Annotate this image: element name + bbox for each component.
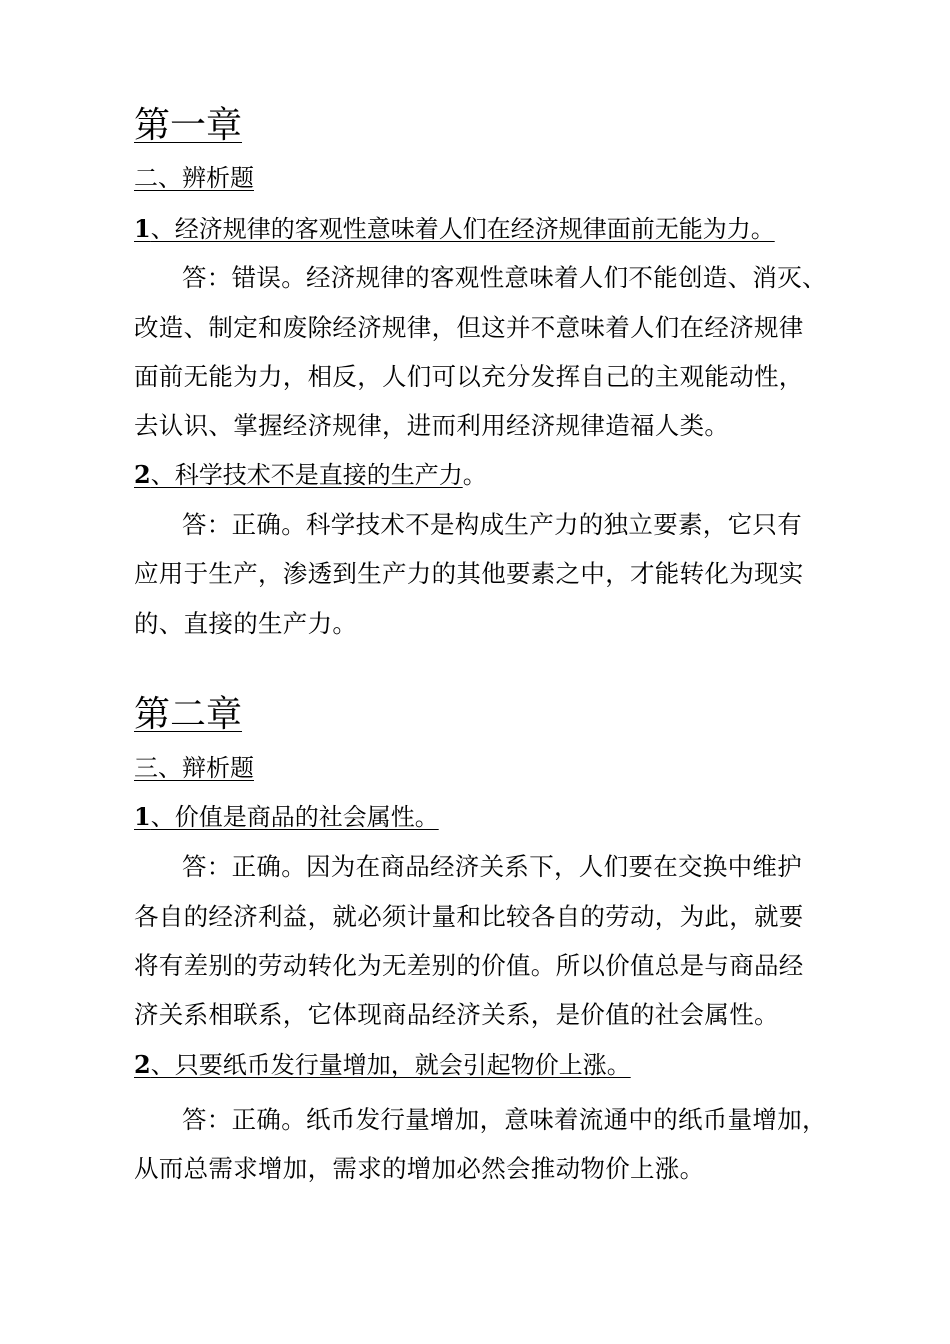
question-number: 1 <box>134 214 151 243</box>
answer-line: 从而总需求增加，需求的增加必然会推动物价上涨。 <box>134 1154 705 1183</box>
question-underlined-text <box>134 803 439 831</box>
question-number: 1 <box>134 802 151 831</box>
chapter-2-question-1 <box>134 802 439 831</box>
answer-line: 的、直接的生产力。 <box>134 609 358 638</box>
answer-line: 答：正确。因为在商品经济关系下，人们要在交换中维护 <box>182 852 802 881</box>
answer-line: 面前无能为力，相反，人们可以充分发挥自己的主观能动性， <box>134 362 804 391</box>
question-text: 、价值是商品的社会属性。 <box>150 803 439 831</box>
question-text: 、只要纸币发行量增加，就会引起物价上涨。 <box>150 1051 631 1079</box>
question-number: 2 <box>134 1050 151 1079</box>
chapter-1-question-1 <box>134 214 775 243</box>
chapter-1-title: 第一章 <box>134 105 243 146</box>
question-text: 、经济规律的客观性意味着人们在经济规律面前无能为力。 <box>150 215 775 243</box>
chapter-1-question-2 <box>134 460 487 489</box>
chapter-2-section-heading: 三、辩析题 <box>134 754 254 782</box>
chapter-1-section-heading: 二、辨析题 <box>134 164 254 192</box>
answer-line: 去认识、掌握经济规律，进而利用经济规律造福人类。 <box>134 411 730 440</box>
answer-line: 各自的经济利益，就必须计量和比较各自的劳动，为此，就要 <box>134 902 804 931</box>
question-text: 、科学技术不是直接的生产力 <box>150 461 463 489</box>
question-tail: 。 <box>462 461 487 489</box>
answer-line: 将有差别的劳动转化为无差别的价值。所以价值总是与商品经 <box>134 951 804 980</box>
chapter-2-title: 第二章 <box>134 694 243 735</box>
question-number: 2 <box>134 460 151 489</box>
question-underlined-text <box>134 461 463 489</box>
answer-line: 答：正确。纸币发行量增加，意味着流通中的纸币量增加， <box>182 1105 827 1134</box>
question-underlined-text <box>134 215 775 243</box>
answer-line: 应用于生产，渗透到生产力的其他要素之中，才能转化为现实 <box>134 559 804 588</box>
answer-line: 改造、制定和废除经济规律，但这并不意味着人们在经济规律 <box>134 313 804 342</box>
chapter-2-question-2 <box>134 1050 631 1079</box>
question-underlined-text <box>134 1051 631 1079</box>
answer-line: 答：正确。科学技术不是构成生产力的独立要素，它只有 <box>182 510 802 539</box>
answer-line: 答：错误。经济规律的客观性意味着人们不能创造、消灭、 <box>182 263 827 292</box>
answer-line: 济关系相联系，它体现商品经济关系，是价值的社会属性。 <box>134 1000 779 1029</box>
